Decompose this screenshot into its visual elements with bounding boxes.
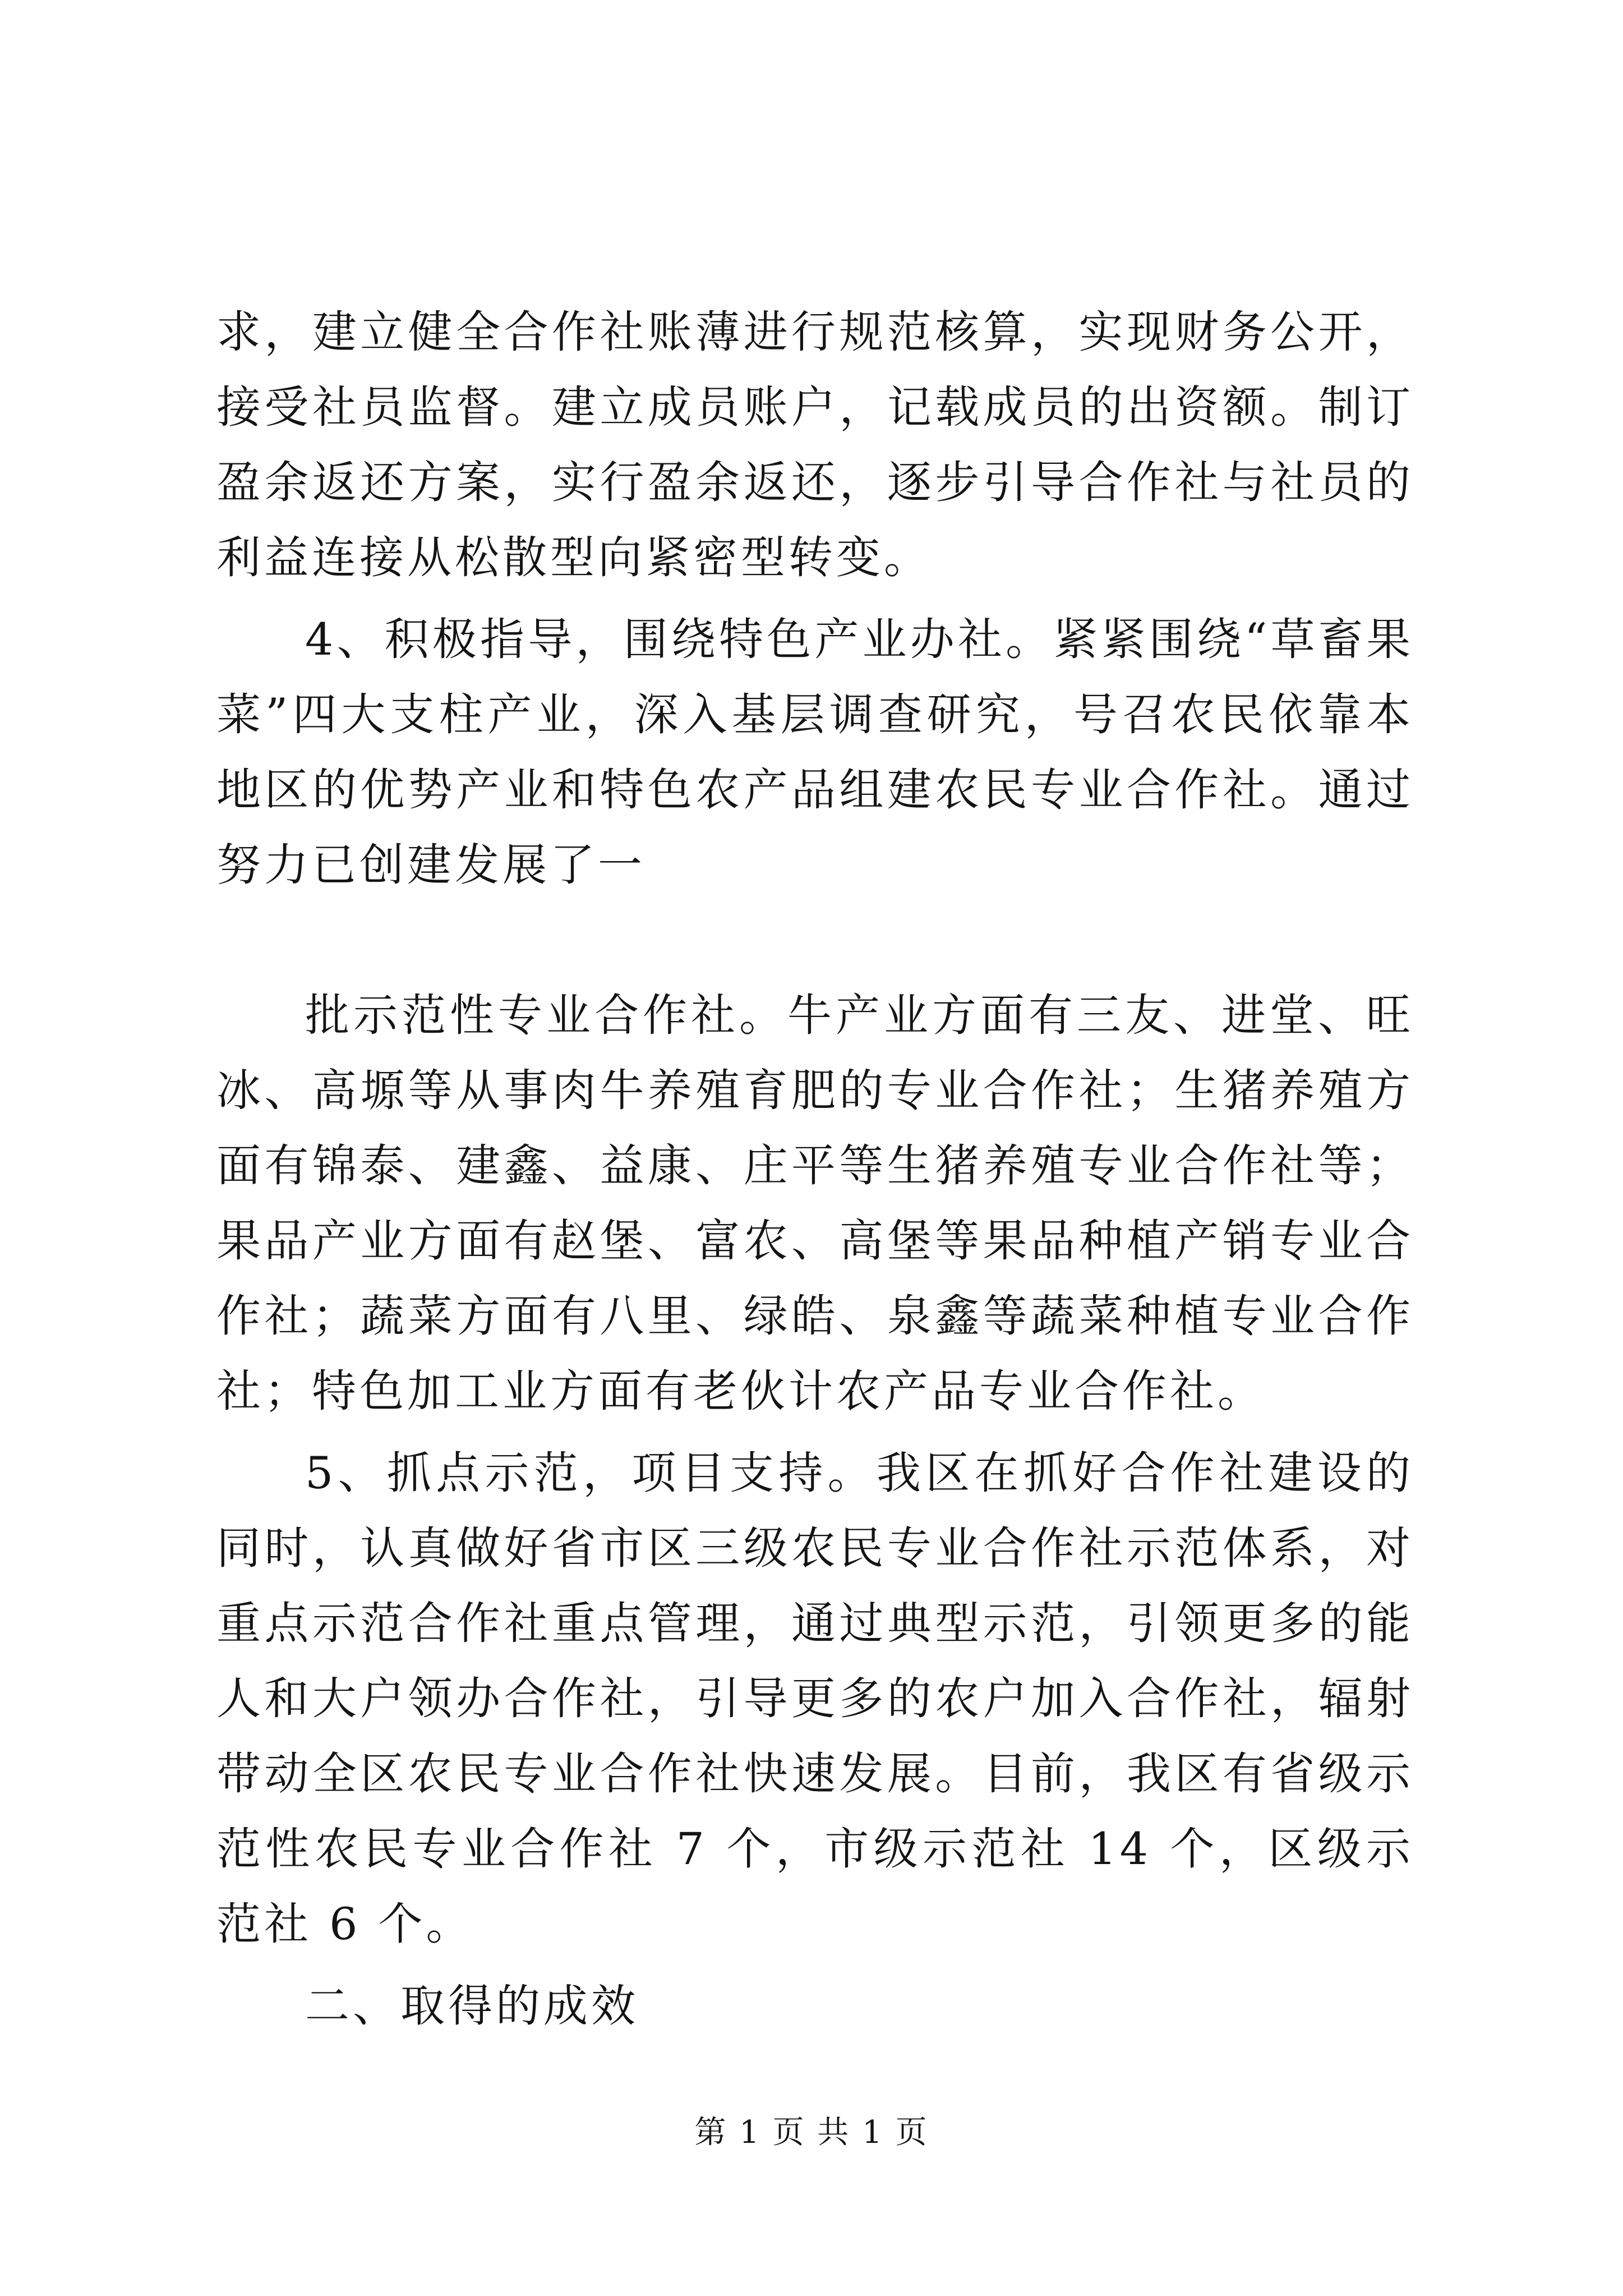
document-body xyxy=(216,295,1414,2088)
paragraph-demonstration-cooperatives: 批示范性专业合作社。牛产业方面有三友、进堂、旺冰、高塬等从事肉牛养殖育肥的专业合作社；生猪养殖方面有锦泰、建鑫、益康、庄平等生猪养殖专业合作社等；果品产业方面有赵堡、富农、高堡等果品种植产销专业合作社；蔬菜方面有八里、绿皓、泉鑫等蔬菜种植专业合作社；特色加工业方面有老伙计农产品专业合作社。 xyxy=(216,990,1414,1417)
paragraph-item-5: 5、抓点示范，项目支持。我区在抓好合作社建设的同时，认真做好省市区三级农民专业合作社示范体系，对重点示范合作社重点管理，通过典型示范，引领更多的能人和大户领办合作社，引导更多的农户加入合作社，辐射带动全区农民专业合作社快速发展。目前，我区有省级示范性农民专业合作社 7 个，市级示范社 14 个，区级示范社 6 个。 xyxy=(216,1447,1414,1950)
page-footer: 第 1 页 共 1 页 xyxy=(694,2114,929,2151)
section-heading-achievements: 二、取得的成效 xyxy=(305,1980,639,2032)
spacer xyxy=(216,903,1414,978)
paragraph-item-4: 4、积极指导，围绕特色产业办社。紧紧围绕“草畜果菜”四大支柱产业，深入基层调查研究，号召农民依靠本地区的优势产业和特色农产品组建农民专业合作社。通过努力已创建发展了一 xyxy=(216,614,1414,891)
paragraph-financial-management: 求，建立健全合作社账薄进行规范核算，实现财务公开，接受社员监督。建立成员账户，记载成员的出资额。制订盈余返还方案，实行盈余返还，逐步引导合作社与社员的利益连接从松散型向紧密型转变。 xyxy=(216,306,1414,583)
